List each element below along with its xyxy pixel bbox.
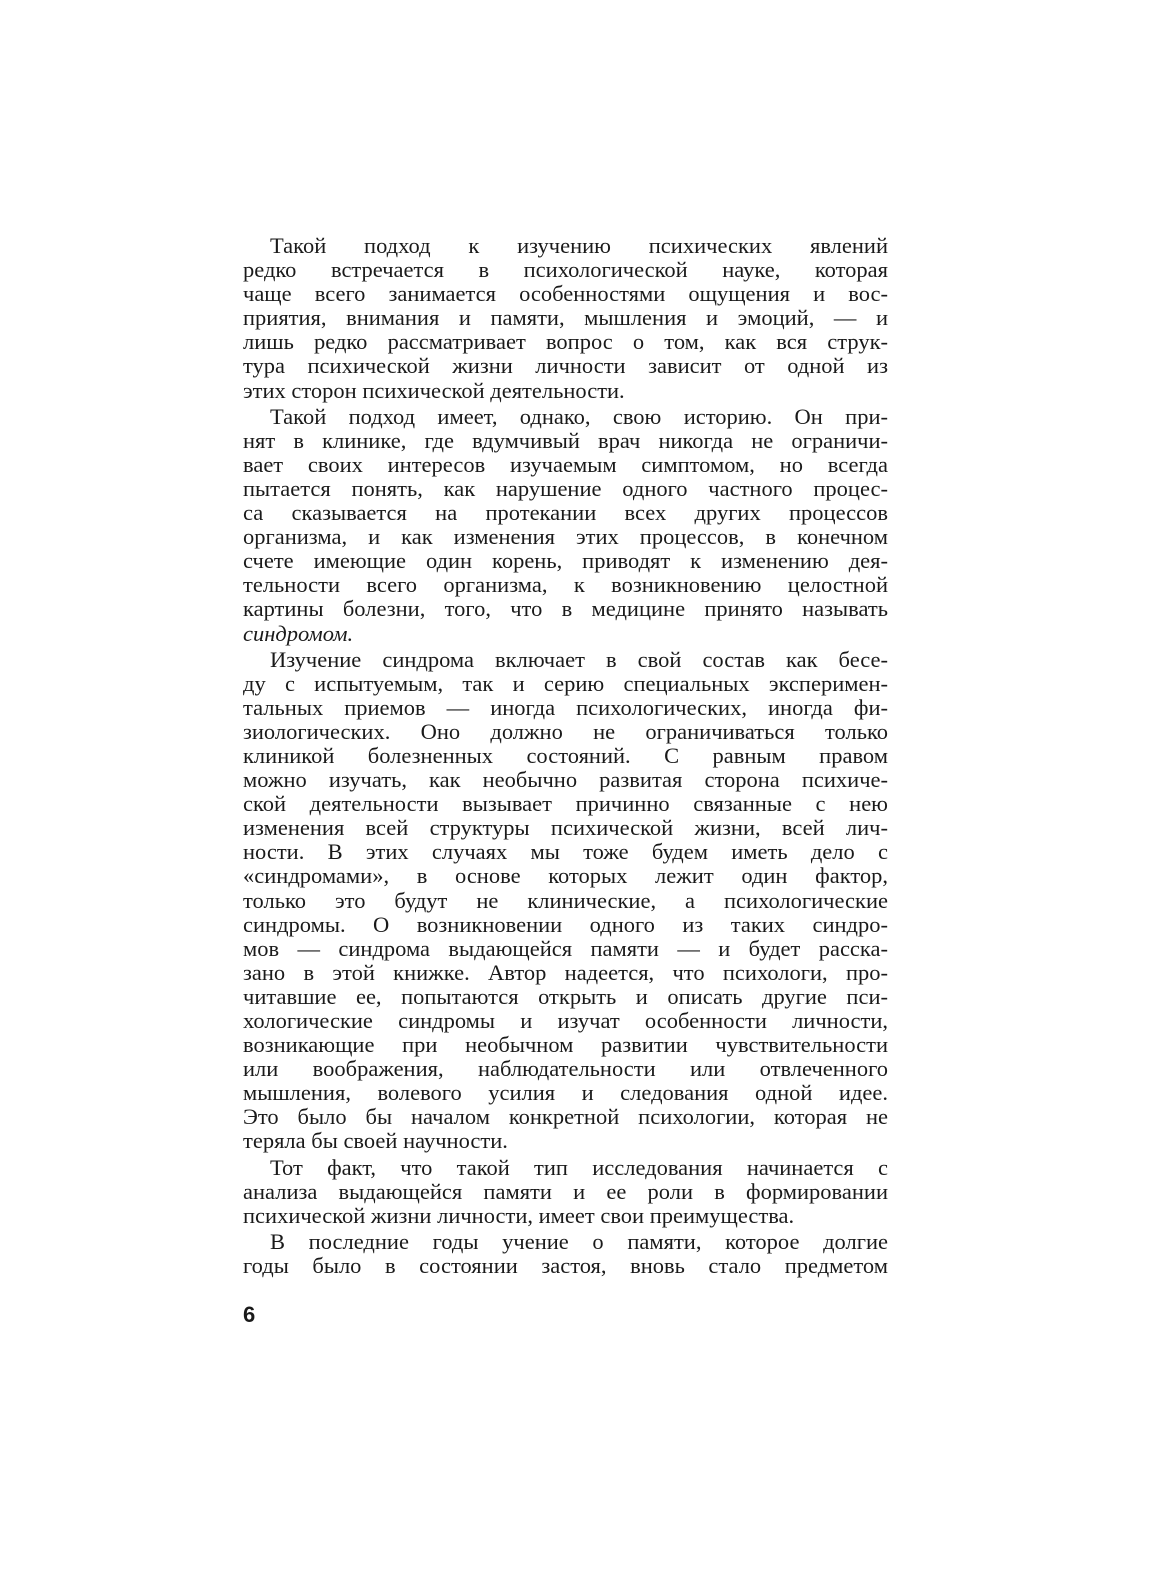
text-line: мышления, волевого усилия и следования одной идее. bbox=[243, 1081, 888, 1106]
text-line: клиникой болезненных состояний. С равным правом bbox=[243, 743, 888, 768]
text-line: чаще всего занимается особенностями ощущения и вос- bbox=[243, 282, 888, 307]
text-line: годы было в состоянии застоя, вновь стало предметом bbox=[243, 1253, 888, 1278]
text-line: читавшие ее, попытаются открыть и описать другие пси- bbox=[243, 984, 888, 1009]
text-line: редко встречается в психологической науке, которая bbox=[243, 258, 888, 283]
text-line: зано в этой книжке. Автор надеется, что психологи, про- bbox=[243, 960, 888, 985]
text-line: синдромы. О возникновении одного из таких синдро- bbox=[243, 912, 888, 937]
text-line: психической жизни личности, имеет свои преимущества. bbox=[243, 1203, 795, 1228]
text-line: приятия, внимания и памяти, мышления и эмоций, — и bbox=[243, 306, 888, 331]
text-line: мов — синдрома выдающейся памяти — и будет расска- bbox=[243, 936, 888, 961]
text-line: теряла бы своей научности. bbox=[243, 1129, 508, 1154]
text-line: возникающие при необычном развитии чувствительности bbox=[243, 1033, 888, 1058]
text-line: можно изучать, как необычно развитая сторона психиче- bbox=[243, 768, 888, 793]
text-line: тельности всего организма, к возникновению целостной bbox=[243, 573, 888, 598]
text-line: этих сторон психической деятельности. bbox=[243, 378, 625, 403]
text-line: Такой подход к изучению психических явлений bbox=[270, 234, 888, 258]
text-line: организма, и как изменения этих процессов, в конечном bbox=[243, 525, 888, 550]
text-line: или воображения, наблюдательности или отвлеченного bbox=[243, 1057, 888, 1082]
text-line: зиологических. Оно должно не ограничиваться только bbox=[243, 719, 888, 744]
text-line: лишь редко рассматривает вопрос о том, как вся струк- bbox=[243, 330, 888, 355]
text-line: В последние годы учение о памяти, которое долгие bbox=[270, 1229, 888, 1254]
text-line: Изучение синдрома включает в свой состав как бесе- bbox=[270, 647, 888, 672]
text-line: Тот факт, что такой тип исследования начинается с bbox=[270, 1155, 888, 1180]
text-line: нят в клинике, где вдумчивый врач никогда не ограничи- bbox=[243, 428, 888, 453]
text-line: Такой подход имеет, однако, свою историю. Он при- bbox=[270, 404, 888, 429]
text-line: ду с испытуемым, так и серию специальных эксперимен- bbox=[243, 671, 888, 696]
text-line: ности. В этих случаях мы тоже будем иметь дело с bbox=[243, 840, 888, 865]
page-number: 6 bbox=[243, 1302, 256, 1327]
text-line: синдромом. bbox=[243, 621, 354, 646]
text-line: «синдромами», в основе которых лежит один фактор, bbox=[243, 864, 888, 889]
text-line: са сказывается на протекании всех других процессов bbox=[243, 501, 888, 526]
body-text bbox=[243, 234, 888, 1278]
text-line: счете имеющие один корень, приводят к изменению дея- bbox=[243, 549, 888, 574]
text-line: тура психической жизни личности зависит от одной из bbox=[243, 354, 888, 379]
text-line: пытается понять, как нарушение одного частного процес- bbox=[243, 476, 888, 501]
text-line: картины болезни, того, что в медицине принято называть bbox=[243, 597, 888, 622]
text-line: изменения всей структуры психической жизни, всей лич- bbox=[243, 816, 888, 841]
text-line: Это было бы началом конкретной психологии, которая не bbox=[243, 1105, 888, 1130]
text-line: вает своих интересов изучаемым симптомом, но всегда bbox=[243, 452, 888, 477]
text-line: ской деятельности вызывает причинно связанные с нею bbox=[243, 792, 888, 817]
text-line: только это будут не клинические, а психологические bbox=[243, 888, 888, 913]
text-line: хологические синдромы и изучат особенности личности, bbox=[243, 1009, 888, 1033]
text-line: анализа выдающейся памяти и ее роли в формировании bbox=[243, 1179, 888, 1204]
text-line: тальных приемов — иногда психологических, иногда фи- bbox=[243, 695, 888, 720]
